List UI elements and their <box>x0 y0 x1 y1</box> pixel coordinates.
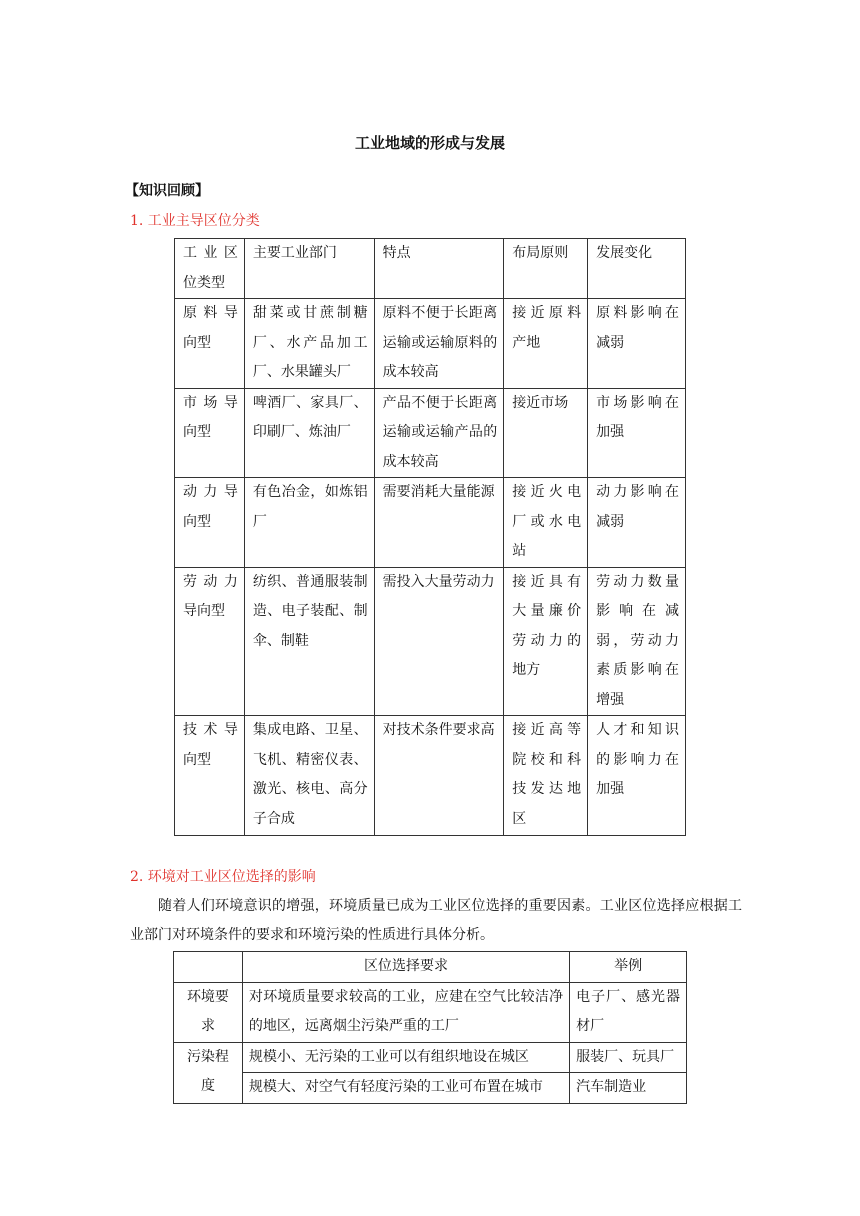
table-cell: 纺织、普通服装制造、电子装配、制伞、制鞋 <box>244 567 374 716</box>
table-cell: 接近具有大量廉价劳动力的地方 <box>504 567 588 716</box>
table-row <box>175 478 686 568</box>
table-row <box>174 1042 687 1073</box>
table-cell: 啤酒厂、家具厂、印刷厂、炼油厂 <box>244 388 374 478</box>
industry-location-table <box>174 238 686 836</box>
table-cell: 集成电路、卫星、飞机、精密仪表、激光、核电、高分子合成 <box>244 716 374 836</box>
table-cell: 原料不便于长距离运输或运输原料的成本较高 <box>374 299 504 389</box>
header-cell: 特点 <box>374 239 504 299</box>
header-cell: 区位选择要求 <box>242 952 569 983</box>
table-cell: 市场导向型 <box>175 388 245 478</box>
table-row <box>174 1073 687 1104</box>
table-cell: 规模小、无污染的工业可以有组织地设在城区 <box>242 1042 569 1073</box>
environment-table <box>173 951 687 1104</box>
table-cell: 人才和知识的影响力在加强 <box>588 716 686 836</box>
table-header-row <box>174 952 687 983</box>
table-row <box>175 299 686 389</box>
table-cell: 动力导向型 <box>175 478 245 568</box>
header-cell: 发展变化 <box>588 239 686 299</box>
table-cell: 原料导向型 <box>175 299 245 389</box>
table-cell: 接近高等院校和科技发达地区 <box>504 716 588 836</box>
table-cell: 劳动力导向型 <box>175 567 245 716</box>
table-row <box>175 388 686 478</box>
table-cell: 需投入大量劳动力 <box>374 567 504 716</box>
section2-heading: 2. 环境对工业区位选择的影响 <box>130 869 316 885</box>
table-cell: 甜菜或甘蔗制糖厂、水产品加工厂、水果罐头厂 <box>244 299 374 389</box>
table-cell: 接近市场 <box>504 388 588 478</box>
table-cell: 汽车制造业 <box>570 1073 687 1104</box>
table-cell: 动力影响在减弱 <box>588 478 686 568</box>
header-cell: 工业区位类型 <box>175 239 245 299</box>
recall-heading: 【知识回顾】 <box>125 183 209 199</box>
header-cell <box>174 952 243 983</box>
section1-heading: 1. 工业主导区位分类 <box>130 213 260 229</box>
row-label: 污染程度 <box>174 1042 243 1103</box>
table-row <box>174 982 687 1042</box>
table-cell: 需要消耗大量能源 <box>374 478 504 568</box>
table-row <box>175 716 686 836</box>
header-cell: 举例 <box>570 952 687 983</box>
table-cell: 劳动力数量影响在减弱，劳动力素质影响在增强 <box>588 567 686 716</box>
header-cell: 主要工业部门 <box>244 239 374 299</box>
table-cell: 接近原料产地 <box>504 299 588 389</box>
table-header-row <box>175 239 686 299</box>
row-label: 环境要求 <box>174 982 243 1042</box>
table-cell: 接近火电厂或水电站 <box>504 478 588 568</box>
header-cell: 布局原则 <box>504 239 588 299</box>
table-cell: 服装厂、玩具厂 <box>570 1042 687 1073</box>
table-cell: 市场影响在加强 <box>588 388 686 478</box>
table-cell: 技术导向型 <box>175 716 245 836</box>
table-cell: 原料影响在减弱 <box>588 299 686 389</box>
table-cell: 对环境质量要求较高的工业，应建在空气比较洁净的地区，远离烟尘污染严重的工厂 <box>242 982 569 1042</box>
table-cell: 对技术条件要求高 <box>374 716 504 836</box>
table-cell: 产品不便于长距离运输或运输产品的成本较高 <box>374 388 504 478</box>
section2-paragraph: 随着人们环境意识的增强，环境质量已成为工业区位选择的重要因素。工业区位选择应根据工业部门对环境条件的要求和环境污染的性质进行具体分析。 <box>130 898 742 943</box>
table-cell: 电子厂、感光器材厂 <box>570 982 687 1042</box>
table-cell: 规模大、对空气有轻度污染的工业可布置在城市 <box>242 1073 569 1104</box>
table-cell: 有色冶金，如炼铝厂 <box>244 478 374 568</box>
table-row <box>175 567 686 716</box>
page-title: 工业地域的形成与发展 <box>354 134 505 152</box>
